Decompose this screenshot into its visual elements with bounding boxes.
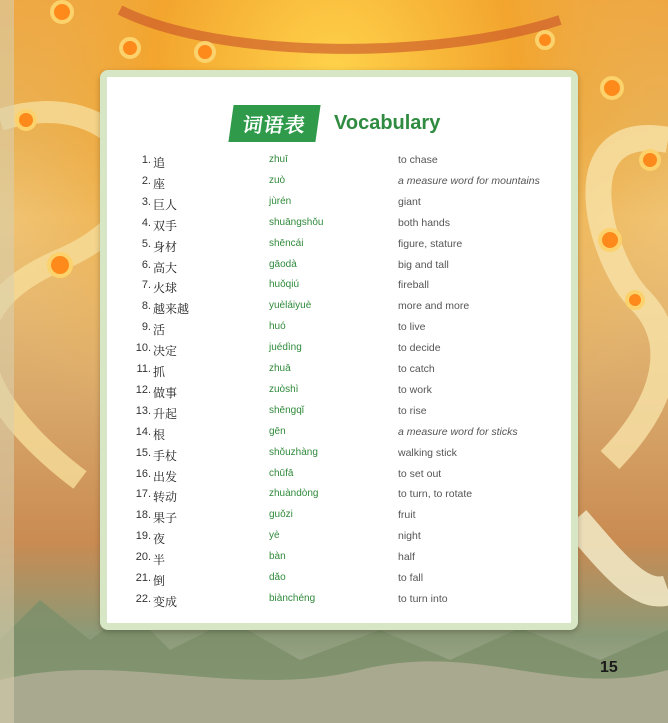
chinese-word: 身材 xyxy=(153,239,178,254)
pinyin: zhuàndòng xyxy=(269,488,319,500)
english-meaning: fruit xyxy=(398,509,416,522)
english-meaning: to rise xyxy=(398,404,427,417)
chinese-word: 半 xyxy=(153,553,166,568)
vocabulary-row xyxy=(107,530,571,551)
english-meaning: a measure word for mountains xyxy=(398,174,540,187)
english-meaning: to set out xyxy=(398,467,442,480)
english-meaning: to work xyxy=(398,383,432,396)
row-number: 19. xyxy=(135,530,151,543)
pinyin: biànchéng xyxy=(269,592,316,604)
pinyin: yuèláiyuè xyxy=(269,300,312,312)
chinese-word: 越来越 xyxy=(153,302,190,317)
row-number: 17. xyxy=(135,488,151,501)
vocabulary-row xyxy=(107,279,571,300)
row-number: 11. xyxy=(136,363,151,375)
english-meaning: half xyxy=(398,551,415,564)
chinese-word: 火球 xyxy=(153,281,178,296)
english-meaning: more and more xyxy=(398,300,470,313)
vocabulary-row xyxy=(107,593,571,614)
pinyin: shǒuzhàng xyxy=(269,446,318,458)
page-number: 15 xyxy=(600,659,618,676)
pinyin: huǒqiú xyxy=(269,279,300,291)
row-number: 14. xyxy=(135,425,151,438)
vocabulary-row xyxy=(107,321,571,342)
english-meaning: giant xyxy=(398,195,421,208)
vocabulary-row xyxy=(107,551,571,572)
row-number: 21. xyxy=(135,572,151,584)
english-meaning: to turn, to rotate xyxy=(398,488,473,501)
pinyin: shēngqǐ xyxy=(269,404,305,416)
vocabulary-row xyxy=(107,196,571,217)
english-meaning: to chase xyxy=(398,154,438,166)
chinese-word: 抓 xyxy=(153,365,166,379)
pinyin: guǒzi xyxy=(269,509,293,521)
row-number: 13. xyxy=(135,404,151,417)
english-meaning: to fall xyxy=(398,572,424,584)
row-number: 18. xyxy=(135,509,151,522)
chinese-word: 出发 xyxy=(153,469,178,484)
chinese-word: 倒 xyxy=(153,574,166,588)
english-meaning: fireball xyxy=(398,279,429,292)
vocabulary-row xyxy=(107,488,571,509)
row-number: 16. xyxy=(135,467,151,480)
vocabulary-card xyxy=(100,70,578,630)
pinyin: huó xyxy=(269,321,286,333)
vocabulary-row xyxy=(107,217,571,238)
vocabulary-row xyxy=(107,363,571,384)
english-meaning: to live xyxy=(398,321,426,334)
chinese-word: 座 xyxy=(153,176,166,191)
vocabulary-row xyxy=(107,259,571,280)
title-bar xyxy=(231,105,440,142)
row-number: 8. xyxy=(141,300,151,313)
english-meaning: both hands xyxy=(398,216,450,229)
row-number: 1. xyxy=(141,154,151,166)
pinyin: shuāngshǒu xyxy=(269,216,324,228)
pinyin: bàn xyxy=(269,551,286,563)
pinyin: jùrén xyxy=(269,195,292,207)
row-number: 4. xyxy=(141,216,151,229)
english-meaning: to catch xyxy=(398,363,435,375)
chinese-word: 夜 xyxy=(153,532,166,547)
pinyin: zhuī xyxy=(269,154,288,165)
chinese-word: 追 xyxy=(153,156,166,170)
pinyin: gāodà xyxy=(269,258,297,270)
english-meaning: walking stick xyxy=(398,446,457,459)
row-number: 5. xyxy=(141,237,151,250)
row-number: 20. xyxy=(135,551,151,564)
chinese-word: 巨人 xyxy=(153,197,178,212)
row-number: 7. xyxy=(141,279,151,292)
pinyin: juédìng xyxy=(269,342,302,354)
chinese-word: 变成 xyxy=(153,594,178,609)
pinyin: gēn xyxy=(269,425,286,437)
chinese-word: 活 xyxy=(153,323,166,338)
chinese-word: 果子 xyxy=(153,511,178,526)
english-meaning: night xyxy=(398,530,421,543)
row-number: 3. xyxy=(141,195,151,208)
english-meaning: to decide xyxy=(398,342,441,355)
row-number: 22. xyxy=(135,592,151,605)
vocabulary-row xyxy=(107,175,571,196)
row-number: 15. xyxy=(135,446,151,459)
row-number: 9. xyxy=(141,321,151,334)
pinyin: dǎo xyxy=(269,572,286,583)
vocabulary-row xyxy=(107,468,571,489)
vocabulary-row xyxy=(107,342,571,363)
pinyin: zuòshì xyxy=(269,383,299,395)
chinese-word: 转动 xyxy=(153,490,178,505)
english-meaning: big and tall xyxy=(398,258,449,271)
chinese-word: 手杖 xyxy=(153,448,178,463)
vocabulary-row xyxy=(107,405,571,426)
vocabulary-row xyxy=(107,300,571,321)
vocabulary-row xyxy=(107,572,571,593)
english-title: Vocabulary xyxy=(334,112,441,134)
row-number: 6. xyxy=(141,258,151,271)
pinyin: zhuā xyxy=(269,363,291,374)
vocabulary-row xyxy=(107,509,571,530)
pinyin: yè xyxy=(269,530,280,542)
vocabulary-row xyxy=(107,426,571,447)
vocabulary-row xyxy=(107,447,571,468)
pinyin: shēncái xyxy=(269,237,304,249)
row-number: 2. xyxy=(141,174,151,187)
chinese-word: 双手 xyxy=(153,218,178,233)
chinese-word: 升起 xyxy=(153,406,178,421)
pinyin: zuò xyxy=(269,174,286,186)
english-meaning: figure, stature xyxy=(398,237,463,250)
row-number: 10. xyxy=(135,342,151,355)
vocabulary-row xyxy=(107,154,571,175)
row-number: 12. xyxy=(135,383,151,396)
pinyin: chūfā xyxy=(269,467,294,479)
english-meaning: a measure word for sticks xyxy=(398,425,518,438)
chinese-word: 做事 xyxy=(153,385,178,400)
vocabulary-row xyxy=(107,384,571,405)
chinese-word: 根 xyxy=(153,427,166,442)
chinese-word: 决定 xyxy=(153,344,178,359)
chinese-title: 词语表 xyxy=(228,105,320,142)
english-meaning: to turn into xyxy=(398,592,448,605)
chinese-word: 高大 xyxy=(153,260,178,275)
vocabulary-row xyxy=(107,238,571,259)
